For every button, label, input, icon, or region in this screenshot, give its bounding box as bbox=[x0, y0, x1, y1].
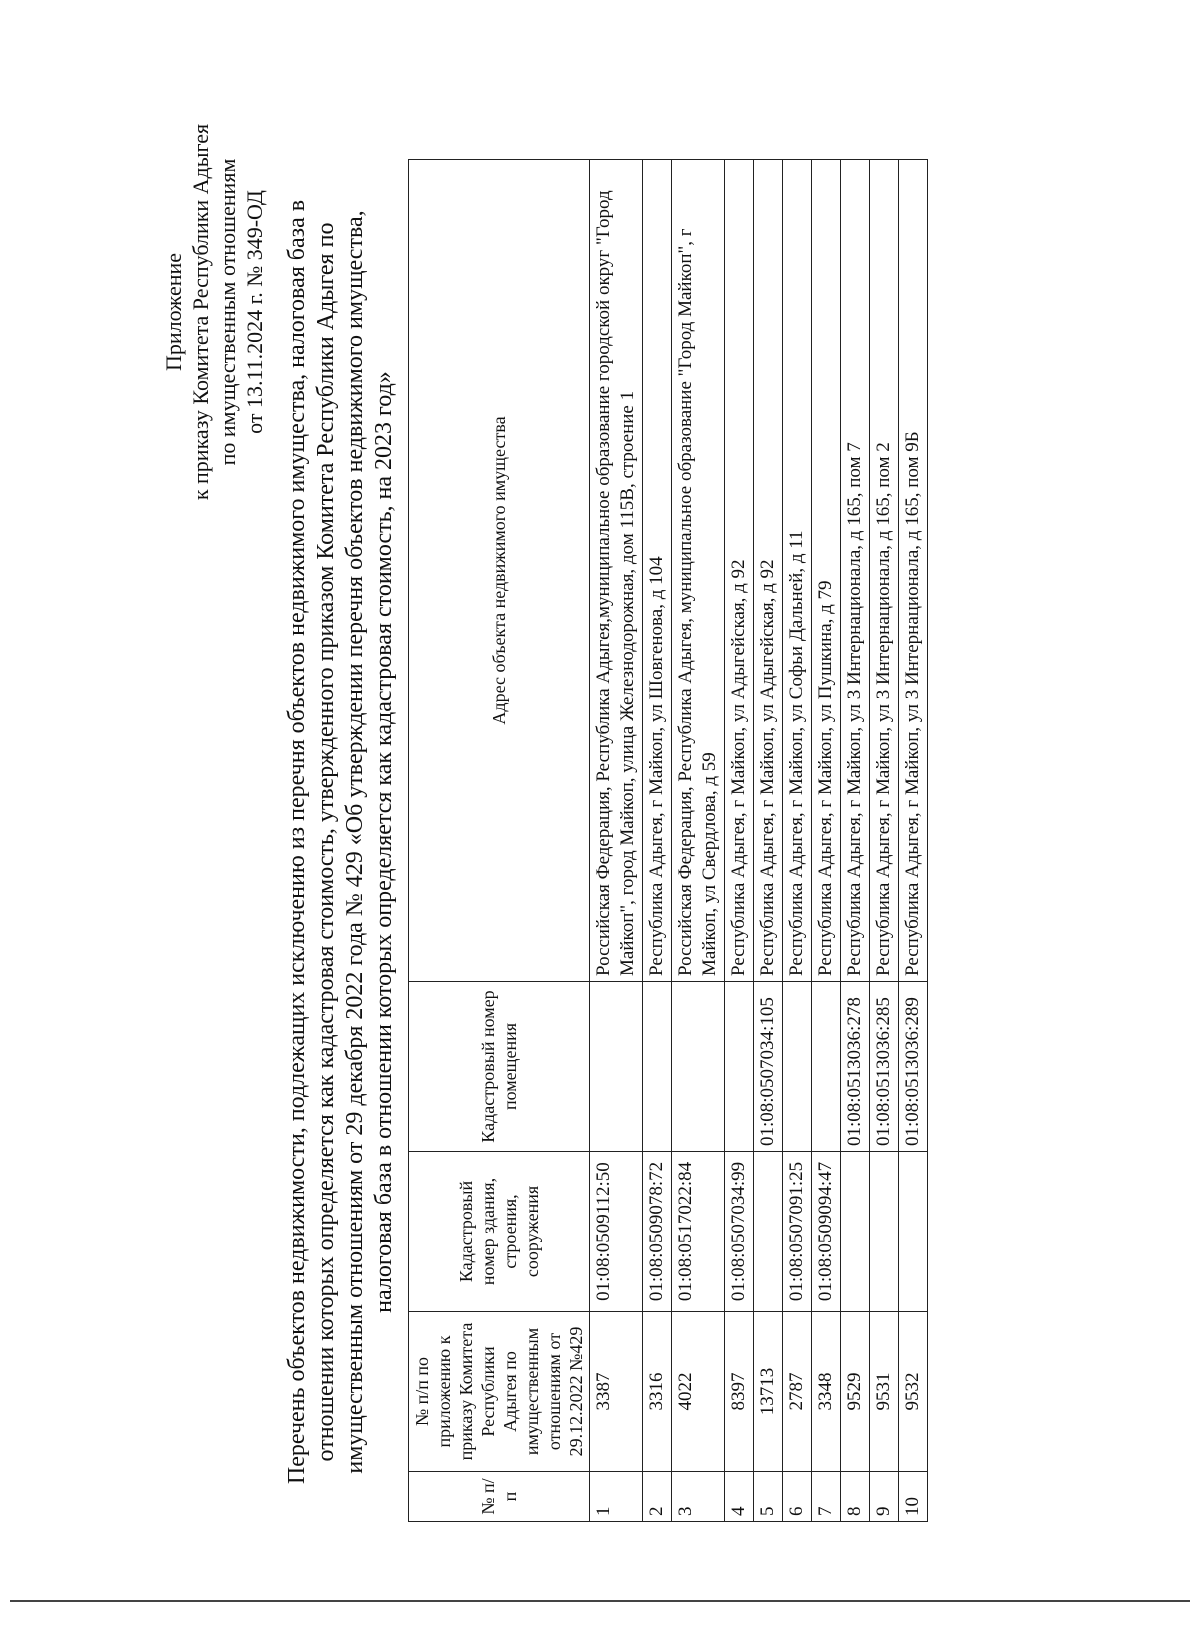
cell-address: Республика Адыгея, г Майкоп, ул Софьи Дальней, д 11 bbox=[783, 160, 812, 982]
table-body bbox=[590, 160, 928, 1522]
cell-building-cadastral bbox=[754, 1152, 783, 1312]
cell-ref: 9529 bbox=[841, 1312, 870, 1472]
cell-address: Республика Адыгея, г Майкоп, ул 3 Интернационала, д 165, пом 9Б bbox=[899, 160, 928, 982]
cell-address: Республика Адыгея, г Майкоп, ул Пушкина, д 79 bbox=[812, 160, 841, 982]
cell-room-cadastral bbox=[725, 982, 754, 1152]
appendix-block bbox=[160, 112, 268, 512]
appendix-line: к приказу Комитета Республики Адыгея bbox=[188, 123, 213, 501]
cell-num: 4 bbox=[725, 1472, 754, 1522]
appendix-line: Приложение bbox=[161, 252, 186, 372]
table-row bbox=[643, 160, 672, 1522]
cell-address: Российская Федерация, Республика Адыгея,муниципальное образование городской округ "Город Майкоп", город Майкоп, улица Железнодорожная, дом 115В, строение 1 bbox=[590, 160, 643, 982]
table-row bbox=[812, 160, 841, 1522]
cell-building-cadastral bbox=[899, 1152, 928, 1312]
property-table bbox=[408, 159, 928, 1522]
cell-address: Республика Адыгея, г Майкоп, ул Адыгейская, д 92 bbox=[725, 160, 754, 982]
cell-num: 7 bbox=[812, 1472, 841, 1522]
appendix-line: по имущественным отношениям bbox=[215, 158, 240, 466]
header-address: Адрес объекта недвижимого имущества bbox=[409, 160, 590, 982]
cell-room-cadastral: 01:08:0507034:105 bbox=[754, 982, 783, 1152]
cell-address: Республика Адыгея, г Майкоп, ул Адыгейская, д 92 bbox=[754, 160, 783, 982]
cell-ref: 9531 bbox=[870, 1312, 899, 1472]
cell-num: 9 bbox=[870, 1472, 899, 1522]
cell-ref: 8397 bbox=[725, 1312, 754, 1472]
cell-num: 8 bbox=[841, 1472, 870, 1522]
cell-num: 3 bbox=[672, 1472, 725, 1522]
table-row bbox=[590, 160, 643, 1522]
table-row bbox=[870, 160, 899, 1522]
cell-num: 10 bbox=[899, 1472, 928, 1522]
document-heading: Перечень объектов недвижимости, подлежащих исключению из перечня объектов недвижимого имущества, налоговая база в отношении которых определяется как кадастровая стоимость, утвержденного приказом Комитета Республики Адыгея по имущественным отношениям от 29 декабря 2022 года № 429 «Об утверждении перечня объектов недвижимого имущества, налоговая база в отношении которых определяется как кадастровая стоимость, на 2023 год» bbox=[284, 199, 397, 1485]
cell-ref: 3316 bbox=[643, 1312, 672, 1472]
table-row bbox=[672, 160, 725, 1522]
cell-building-cadastral: 01:08:0507091:25 bbox=[783, 1152, 812, 1312]
cell-room-cadastral bbox=[672, 982, 725, 1152]
appendix-line: от 13.11.2024 г. № 349-ОД bbox=[242, 190, 267, 434]
cell-address: Республика Адыгея, г Майкоп, ул Шовгенова, д 104 bbox=[643, 160, 672, 982]
cell-address: Республика Адыгея, г Майкоп, ул 3 Интернационала, д 165, пом 7 bbox=[841, 160, 870, 982]
cell-num: 1 bbox=[590, 1472, 643, 1522]
cell-room-cadastral: 01:08:0513036:285 bbox=[870, 982, 899, 1152]
cell-ref: 4022 bbox=[672, 1312, 725, 1472]
table-row bbox=[725, 160, 754, 1522]
table-row bbox=[899, 160, 928, 1522]
cell-building-cadastral: 01:08:0507034:99 bbox=[725, 1152, 754, 1312]
cell-building-cadastral: 01:08:0509112:50 bbox=[590, 1152, 643, 1312]
cell-building-cadastral: 01:08:0509078:72 bbox=[643, 1152, 672, 1312]
table-header-row bbox=[409, 160, 590, 1522]
header-num: № п/п bbox=[409, 1472, 590, 1522]
cell-ref: 3348 bbox=[812, 1312, 841, 1472]
cell-building-cadastral: 01:08:0517022:84 bbox=[672, 1152, 725, 1312]
cell-address: Российская Федерация, Республика Адыгея, муниципальное образование "Город Майкоп", г Майкоп, ул Свердлова, д 59 bbox=[672, 160, 725, 982]
cell-building-cadastral bbox=[841, 1152, 870, 1312]
cell-ref: 2787 bbox=[783, 1312, 812, 1472]
header-ref: № п/п по приложению к приказу Комитета Республики Адыгея по имущественным отношениям от 29.12.2022 №429 bbox=[409, 1312, 590, 1472]
scan-edge-line bbox=[10, 1600, 1190, 1602]
cell-num: 5 bbox=[754, 1472, 783, 1522]
cell-num: 6 bbox=[783, 1472, 812, 1522]
cell-room-cadastral bbox=[783, 982, 812, 1152]
header-room: Кадастровый номер помещения bbox=[409, 982, 590, 1152]
cell-room-cadastral bbox=[643, 982, 672, 1152]
table-row bbox=[841, 160, 870, 1522]
cell-address: Республика Адыгея, г Майкоп, ул 3 Интернационала, д 165, пом 2 bbox=[870, 160, 899, 982]
cell-room-cadastral bbox=[812, 982, 841, 1152]
cell-ref: 9532 bbox=[899, 1312, 928, 1472]
cell-building-cadastral bbox=[870, 1152, 899, 1312]
cell-ref: 13713 bbox=[754, 1312, 783, 1472]
cell-room-cadastral: 01:08:0513036:278 bbox=[841, 982, 870, 1152]
table-row bbox=[754, 160, 783, 1522]
cell-building-cadastral: 01:08:0509094:47 bbox=[812, 1152, 841, 1312]
table-row bbox=[783, 160, 812, 1522]
header-building: Кадастровый номер здания, строения, сооружения bbox=[409, 1152, 590, 1312]
cell-ref: 3387 bbox=[590, 1312, 643, 1472]
cell-room-cadastral: 01:08:0513036:289 bbox=[899, 982, 928, 1152]
cell-num: 2 bbox=[643, 1472, 672, 1522]
cell-room-cadastral bbox=[590, 982, 643, 1152]
